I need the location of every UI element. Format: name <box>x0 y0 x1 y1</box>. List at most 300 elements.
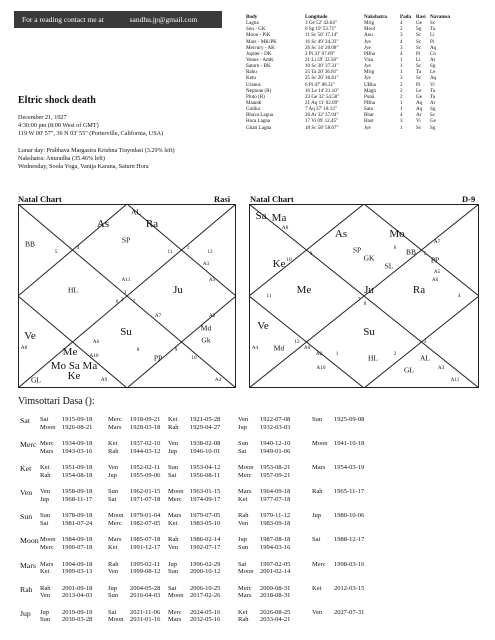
planet-cell: Sg <box>416 26 422 33</box>
dasa-planet: Moon <box>40 536 56 544</box>
planet-cell: 1 <box>400 99 403 106</box>
chart-label: 8 <box>136 347 140 353</box>
dasa-cell <box>108 512 160 527</box>
planet-cell: Pună <box>364 93 375 100</box>
dasa-date: 1995-02-11 <box>130 560 161 568</box>
chart-label: 6 <box>393 245 397 251</box>
planet-cell: Sc <box>416 44 422 51</box>
dasa-cell <box>312 488 364 496</box>
chart-label: 10 <box>286 257 292 263</box>
planet-header-cell: Pada <box>400 14 412 20</box>
dasa-date: 1918-09-21 <box>130 416 161 423</box>
dasa-date: 1996-02-29 <box>190 560 221 568</box>
chart-label: A9 <box>100 377 108 383</box>
dasa-date: 2021-11-06 <box>130 608 161 616</box>
dasa-planet: Merc <box>238 471 252 479</box>
dasa-date: 1994-09-18 <box>62 560 93 568</box>
dasa-cell <box>312 416 364 424</box>
planet-cell: 2 <box>400 81 403 88</box>
dasa-cell <box>40 585 92 600</box>
planet-cell: Magh <box>364 87 376 94</box>
chart-label: A3 <box>202 261 210 267</box>
dasa-date: 1983-09-18 <box>260 519 291 527</box>
planet-cell: Jye <box>364 44 371 51</box>
chart-label: A7 <box>433 239 441 245</box>
dasa-cell <box>108 536 160 551</box>
dasa-date: 1949-01-06 <box>260 447 291 455</box>
chart-label: Ju <box>173 284 183 296</box>
planet-cell: 3 <box>400 75 403 82</box>
dasa-planet: Sun <box>40 512 51 520</box>
dasa-planet: Moon <box>168 488 184 496</box>
chart-label: 1 <box>335 351 339 357</box>
planet-cell: Aq <box>416 99 423 106</box>
dasa-date: 1994-03-16 <box>260 544 291 552</box>
dasa-date: 1937-02-10 <box>130 440 161 448</box>
dasa-date: 1992-07-17 <box>190 544 221 552</box>
dasa-maha-label: Sat <box>20 416 30 425</box>
contact-banner <box>14 11 222 28</box>
dasa-date: 1922-07-08 <box>260 416 291 423</box>
dasa-maha-label: Jup <box>20 608 31 618</box>
dasa-cell <box>238 464 290 479</box>
dasa-date: 1932-03-03 <box>260 423 291 431</box>
dasa-planet: Ven <box>238 416 249 423</box>
dasa-date: 1983-05-10 <box>190 519 221 527</box>
dasa-maha-label: Sun <box>20 512 33 522</box>
chart-label: A4 <box>251 345 259 351</box>
dasa-planet: Sat <box>168 471 177 479</box>
planet-cell: Pi <box>430 38 435 45</box>
planet-cell: Sg <box>430 124 436 131</box>
planet-header-cell: Rasi <box>416 14 426 20</box>
planet-cell: Aq <box>430 44 437 51</box>
chart-label: A2 <box>315 351 323 357</box>
dasa-cell <box>40 561 92 576</box>
dasa-planet: Jup <box>238 423 248 431</box>
dasa-cell <box>40 609 92 624</box>
dasa-cell <box>312 561 364 569</box>
chart-label: A10 <box>89 353 99 359</box>
planet-cell: Bhava Lagna <box>246 112 274 119</box>
dasa-cell <box>40 488 92 503</box>
planet-cell: Vi <box>430 81 435 88</box>
planet-cell: 4 <box>400 50 403 57</box>
dasa-date: 2017-02-26 <box>190 592 221 600</box>
dasa-planet: Jup <box>40 608 50 616</box>
dasa-date: 1999-08-12 <box>130 568 161 576</box>
dasa-cell <box>40 512 92 527</box>
dasa-cell <box>238 561 290 576</box>
dasa-date: 2027-07-31 <box>334 608 365 616</box>
planet-cell: 18 Sc 58' 58.67" <box>305 124 339 131</box>
planet-cell: Le <box>430 69 436 76</box>
chart-label: A3 <box>437 365 445 371</box>
dasa-planet: Sat <box>168 584 177 592</box>
dasa-cell <box>108 609 160 624</box>
chart-label: Mo <box>389 228 405 240</box>
dasa-planet: Rah <box>108 560 119 568</box>
dasa-date: 1982-07-05 <box>130 519 161 527</box>
planet-cell: Li <box>430 32 435 39</box>
dasa-date: 1929-04-27 <box>190 423 221 431</box>
planet-cell: 4 <box>400 20 403 27</box>
dasa-planet: Rah <box>168 536 179 544</box>
chart-label: A6 <box>92 339 100 345</box>
dasa-date: 1986-02-14 <box>190 536 221 544</box>
dasa-date: 1946-10-01 <box>190 447 221 455</box>
rasi-heading-left: Natal Chart <box>18 194 62 204</box>
chart-label: A8 <box>20 345 28 351</box>
dasa-date: 2001-02-14 <box>260 568 291 576</box>
dasa-planet: Moon <box>238 464 254 472</box>
dasa-date: 1951-09-18 <box>62 464 93 472</box>
navamsa-chart-frame <box>249 204 479 388</box>
dasa-cell <box>238 440 290 455</box>
dasa-planet: Ven <box>168 440 179 448</box>
dasa-planet: Moon <box>312 440 328 448</box>
planet-cell: 17 Vi 09' 12.45" <box>305 118 339 125</box>
chart-label: A7 <box>154 313 162 319</box>
dasa-planet: Sun <box>168 464 179 472</box>
dasa-date: 1965-11-17 <box>334 488 365 496</box>
dasa-date: 1964-09-18 <box>260 488 291 496</box>
dasa-date: 1955-09-06 <box>130 471 161 479</box>
dasa-planet: Ket <box>168 519 178 527</box>
planet-cell: 6 Pi 47' 08.31" <box>305 81 336 88</box>
dasa-planet: Mars <box>238 488 252 496</box>
event-detail-line <box>18 139 175 147</box>
dasa-date: 1963-01-15 <box>190 488 221 496</box>
dasa-date: 2030-03-28 <box>62 616 93 624</box>
planet-cell: 21 Li 59' 32.58" <box>305 56 338 63</box>
planet-cell: 25 Sc 20' 36.81" <box>305 75 339 82</box>
chart-label: A11 <box>450 377 460 383</box>
planet-cell: Ta <box>430 93 436 100</box>
chart-label: 9 <box>174 347 178 353</box>
planet-cell: 6 Sg 19' 53.71" <box>305 26 337 33</box>
dasa-cell <box>238 512 290 527</box>
navamsa-heading-left: Natal Chart <box>250 194 294 204</box>
dasa-date: 1921-05-28 <box>190 416 221 423</box>
planet-cell: Ta <box>430 26 436 33</box>
dasa-planet: Mars <box>108 536 122 544</box>
dasa-date: 2001-09-18 <box>62 584 93 592</box>
chart-label: Su <box>363 326 375 338</box>
event-detail-line: Wednesday, Soola Yoga, Vanija Karana, Saturn Hora <box>18 163 149 171</box>
chart-label: 7 <box>132 299 136 305</box>
dasa-date: 1981-07-24 <box>62 519 93 527</box>
chart-label: Md <box>273 343 285 353</box>
planet-cell: Ge <box>430 118 436 125</box>
dasa-planet: Merc <box>40 440 54 448</box>
planet-cell: Mool <box>364 26 376 33</box>
chart-label: PP <box>430 255 440 265</box>
dasa-planet: Rah <box>238 512 249 520</box>
dasa-cell <box>168 440 220 455</box>
planet-cell: Sc <box>430 20 436 27</box>
dasa-planet: Mars <box>312 464 326 472</box>
planet-cell: Sc <box>430 112 436 119</box>
chart-label: Me <box>62 346 78 358</box>
planet-cell: Pi <box>416 50 421 57</box>
dasa-date: 1978-09-18 <box>62 512 93 520</box>
dasa-date: 1954-03-19 <box>334 464 365 472</box>
planet-cell: Ketu <box>246 75 256 82</box>
planet-cell: Neptune (R) <box>246 87 272 94</box>
dasa-planet: Sun <box>312 416 323 423</box>
planet-cell: Pluto (R) <box>246 93 265 100</box>
dasa-planet: Rah <box>108 447 119 455</box>
chart-label: 2 <box>393 351 397 357</box>
planet-cell: 26 Ar 32' 37.04" <box>305 112 339 119</box>
chart-label: BB <box>405 247 417 257</box>
planet-cell: Gulika <box>246 106 260 113</box>
dasa-cell <box>312 536 364 544</box>
dasa-date: 2016-04-03 <box>130 592 161 600</box>
planet-cell: Anu <box>364 32 373 39</box>
planet-cell: Cn <box>430 50 436 57</box>
dasa-date: 1928-03-18 <box>130 423 161 431</box>
dasa-cell <box>108 416 160 431</box>
planet-cell: Ta <box>416 69 422 76</box>
planet-cell: Jupiter - DK <box>246 50 272 57</box>
planet-cell: Visa <box>364 56 374 63</box>
dasa-planet: Merc <box>168 608 182 616</box>
dasa-date: 1999-03-13 <box>62 568 93 576</box>
dasa-planet: Sun <box>108 592 119 600</box>
dasa-date: 1979-11-12 <box>260 512 291 520</box>
dasa-date: 2031-01-16 <box>130 616 161 624</box>
planet-cell: Ar <box>416 112 422 119</box>
planet-cell: Ge <box>416 20 422 27</box>
dasa-cell <box>108 488 160 503</box>
dasa-date: 1926-08-21 <box>62 423 93 431</box>
dasa-date: 1979-01-04 <box>130 512 161 520</box>
dasa-cell <box>168 464 220 479</box>
planet-cell: 2 <box>400 26 403 33</box>
planet-cell: Sata <box>364 106 373 113</box>
planet-cell: Uranus <box>246 81 261 88</box>
planet-cell: Ge <box>416 93 422 100</box>
dasa-planet: Ket <box>40 464 50 472</box>
dasa-cell <box>312 609 364 617</box>
planet-header-cell: Body <box>246 14 258 20</box>
planet-cell: Mrig <box>364 69 375 76</box>
dasa-planet: Jup <box>238 536 248 544</box>
dasa-planet: Jup <box>40 495 50 503</box>
chart-label: Md <box>200 323 212 333</box>
dasa-planet: Moon <box>238 568 254 576</box>
planet-cell: 11 Sc 50' 17.14" <box>305 32 339 39</box>
planet-cell: Bhar <box>364 112 374 119</box>
chart-label: Ve <box>24 330 36 342</box>
dasa-date: 2018-08-31 <box>260 592 291 600</box>
chart-label: 3 <box>423 339 427 345</box>
planet-cell: Mars - MK/PK <box>246 38 277 45</box>
dasa-planet: Ven <box>40 488 51 496</box>
dasa-date: 1915-09-18 <box>62 416 93 423</box>
dasa-planet: Rah <box>238 616 249 624</box>
dasa-date: 2004-05-28 <box>130 584 161 592</box>
dasa-planet: Sun <box>40 616 51 624</box>
dasa-cell <box>108 440 160 455</box>
dasa-date: 1988-12-17 <box>334 536 365 544</box>
chart-label: A2 <box>208 313 216 319</box>
dasa-date: 1953-08-21 <box>260 464 291 472</box>
dasa-date: 1979-07-05 <box>190 512 221 520</box>
dasa-date: 2012-03-15 <box>334 584 365 592</box>
planet-header-cell: Longitude <box>305 14 328 20</box>
chart-label: Gk <box>201 335 211 345</box>
chart-label: Sa <box>255 210 267 222</box>
dasa-planet: Rah <box>312 488 323 496</box>
planet-cell: Sg <box>430 106 436 113</box>
dasa-date: 1990-07-18 <box>62 544 93 552</box>
dasa-date: 1953-04-12 <box>190 464 221 472</box>
dasa-cell <box>238 585 290 600</box>
chart-label: 6 <box>115 299 119 305</box>
dasa-planet: Sun <box>238 440 249 448</box>
planet-cell: Sc <box>416 75 422 82</box>
dasa-planet: Sat <box>238 447 247 455</box>
dasa-planet: Merc <box>108 519 122 527</box>
event-detail-line: 119 W 00' 57", 36 N 03' 55" (Porterville, California, USA) <box>18 130 164 138</box>
planet-cell: 1 <box>400 63 403 70</box>
dasa-planet: Moon <box>168 592 184 600</box>
dasa-date: 1984-09-18 <box>62 536 93 544</box>
dasa-cell <box>108 464 160 479</box>
planet-cell: Ar <box>430 56 436 63</box>
dasa-cell <box>168 416 220 431</box>
dasa-planet: Sun <box>168 568 179 576</box>
dasa-cell <box>168 585 220 600</box>
dasa-planet: Jup <box>108 471 118 479</box>
dasa-date: 1943-03-16 <box>62 447 93 455</box>
planet-cell: Maandi <box>246 99 262 106</box>
planet-cell: Pi <box>416 81 421 88</box>
dasa-planet: Sat <box>108 608 117 616</box>
dasa-date: 2013-04-03 <box>62 592 93 600</box>
dasa-date: 2033-04-21 <box>260 616 291 624</box>
planet-cell: Sc <box>416 32 422 39</box>
dasa-planet: Ven <box>312 608 323 616</box>
chart-label: 5 <box>54 249 58 255</box>
dasa-date: 1956-08-11 <box>190 471 221 479</box>
dasa-cell <box>168 609 220 624</box>
chart-label: GL <box>404 365 414 375</box>
dasa-date: 1974-09-17 <box>190 495 221 503</box>
chart-label: A10 <box>316 365 326 371</box>
dasa-cell <box>40 416 92 431</box>
planet-cell: Moon - PiK <box>246 32 271 39</box>
dasa-date: 1971-07-18 <box>130 495 161 503</box>
dasa-planet: Mars <box>108 423 122 431</box>
chart-label: Ra <box>145 218 159 230</box>
dasa-date: 1985-07-18 <box>130 536 161 544</box>
planet-cell: 1 <box>400 69 403 76</box>
dasa-planet: Rah <box>168 423 179 431</box>
dasa-planet: Ket <box>238 608 248 616</box>
dasa-planet: Merc <box>168 495 182 503</box>
chart-label: 11 <box>266 293 272 299</box>
dasa-planet: Merc <box>40 544 54 552</box>
chart-label: 4 <box>76 245 80 251</box>
planet-cell: 2 <box>400 93 403 100</box>
planet-cell: Venus - AmK <box>246 56 274 63</box>
planet-cell: 2 Pi 31' 07.09" <box>305 50 336 57</box>
contact-email[interactable]: sandhu.jp@gmail.com <box>129 15 198 24</box>
dasa-cell <box>312 512 364 520</box>
dasa-planet: Ven <box>40 592 51 600</box>
chart-label: 7 <box>357 297 361 303</box>
dasa-date: 2026-08-25 <box>260 608 291 616</box>
planet-header-cell: Navamsa <box>430 14 451 20</box>
dasa-planet: Mars <box>40 447 54 455</box>
dasa-planet: Ket <box>168 416 178 423</box>
dasa-cell <box>168 488 220 503</box>
planet-cell: Jye <box>364 124 371 131</box>
chart-label: 5 <box>423 251 427 257</box>
dasa-planet: Moon <box>108 616 124 624</box>
chart-label: A6 <box>431 277 439 283</box>
chart-label: Ke <box>67 370 81 382</box>
dasa-date: 1958-09-18 <box>62 488 93 496</box>
dasa-planet: Ket <box>40 568 50 576</box>
planet-cell: Lagna <box>246 20 259 27</box>
dasa-planet: Ven <box>108 568 119 576</box>
dasa-planet: Ven <box>108 464 119 472</box>
dasa-date: 1997-02-05 <box>260 560 291 568</box>
planet-cell: 4 <box>400 112 403 119</box>
navamsa-heading-right: D-9 <box>462 194 476 204</box>
dasa-planet: Mars <box>40 560 54 568</box>
dasa-planet: Merc <box>238 584 252 592</box>
planet-cell: Ghati Lagna <box>246 124 272 131</box>
planet-cell: 4 <box>400 38 403 45</box>
planet-cell: 16 Sc 49' 34.33" <box>305 38 339 45</box>
chart-label: Mo Sa Ma <box>50 360 98 372</box>
chart-label: A5 <box>433 269 441 275</box>
planet-cell: Rahu <box>246 69 257 76</box>
planet-cell: 25 Ta 20' 36.81" <box>305 69 339 76</box>
chart-label: 1 <box>186 245 190 251</box>
planet-cell: Sc <box>416 63 422 70</box>
dasa-date: 1954-08-18 <box>62 471 93 479</box>
planet-cell: Aq <box>416 106 423 113</box>
planet-cell: 26 Sc 14' 20.08" <box>305 44 339 51</box>
dasa-planet: Jup <box>312 512 322 520</box>
dasa-date: 1998-03-16 <box>334 560 365 568</box>
planet-cell: Sc <box>416 124 422 131</box>
dasa-date: 1968-11-17 <box>62 495 93 503</box>
chart-label: 8 <box>363 301 367 307</box>
dasa-date: 1962-01-15 <box>130 488 161 496</box>
planet-cell: 1 <box>400 124 403 131</box>
dasa-date: 2006-10-25 <box>190 584 221 592</box>
dasa-planet: Rah <box>40 471 51 479</box>
dasa-planet: Ket <box>312 584 322 592</box>
chart-label: 11 <box>167 249 173 255</box>
planet-cell: Hora Lagna <box>246 118 271 125</box>
chart-label: GL <box>31 375 41 385</box>
dasa-cell <box>40 440 92 455</box>
planet-cell: 7 Aq 37' 18.13" <box>305 106 337 113</box>
dasa-planet: Jup <box>168 560 178 568</box>
chart-label: AL <box>420 353 430 363</box>
event-details <box>18 114 175 171</box>
event-title: Eltric shock death <box>18 95 96 106</box>
